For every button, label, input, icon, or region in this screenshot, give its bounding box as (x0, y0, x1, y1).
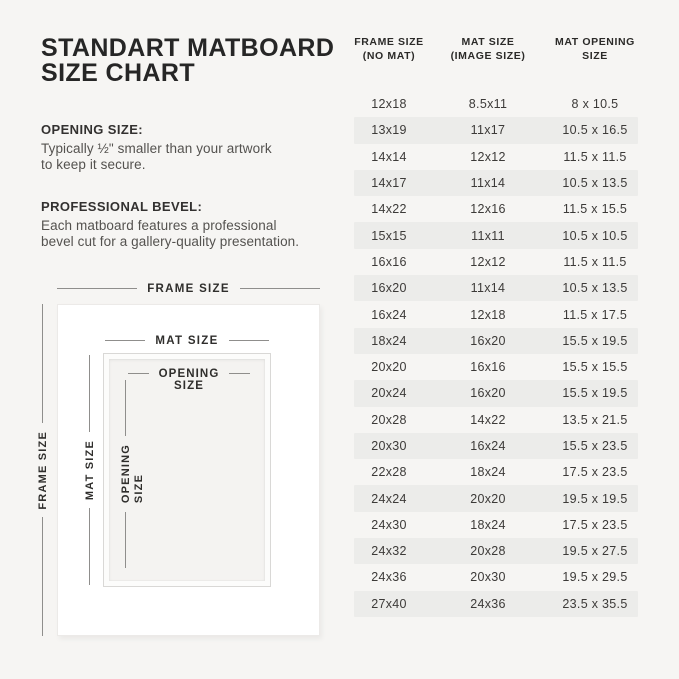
page-title-line2: SIZE CHART (41, 59, 195, 87)
dimension-line (42, 517, 43, 636)
opening-size-text-line1: Typically ½" smaller than your artwork (41, 141, 272, 156)
frame-size-cell: 15x15 (371, 228, 407, 243)
frame-size-cell: 24x36 (371, 570, 407, 585)
table-row (354, 301, 638, 327)
opening-size-label-word2: SIZE (174, 380, 204, 392)
mat-size-vertical-label: MAT SIZE (83, 439, 96, 501)
professional-bevel-text-line2: bevel cut for a gallery-quality presentation. (41, 234, 300, 249)
table-row (354, 591, 638, 617)
table-row (354, 170, 638, 196)
frame-size-dimension-horizontal (57, 282, 320, 295)
size-table-header (354, 35, 638, 63)
mat-opening-cell: 15.5 x 23.5 (562, 439, 628, 453)
size-table-body (354, 91, 638, 617)
table-row (354, 196, 638, 222)
mat-size-cell: 18x24 (470, 517, 506, 532)
frame-size-label: FRAME SIZE (147, 282, 230, 295)
mat-opening-cell: 11.5 x 17.5 (562, 307, 628, 322)
mat-size-cell: 12x12 (470, 149, 506, 164)
professional-bevel-section (41, 199, 341, 250)
dimension-line (229, 340, 269, 341)
page-title-line1: STANDART MATBOARD (41, 34, 335, 62)
mat-size-cell: 12x18 (470, 307, 506, 322)
mat-size-label: MAT SIZE (155, 334, 219, 347)
frame-size-cell: 24x32 (371, 544, 407, 559)
mat-size-cell: 8.5x11 (468, 97, 508, 112)
opening-size-vertical-label (120, 444, 145, 503)
table-row (354, 249, 638, 275)
mat-size-cell: 20x20 (470, 491, 506, 506)
mat-size-cell: 20x30 (470, 570, 506, 585)
dimension-line (42, 304, 43, 423)
header-frame-size-line1: FRAME SIZE (354, 36, 424, 48)
mat-size-cell: 11x11 (471, 228, 505, 243)
mat-opening-cell: 10.5 x 16.5 (562, 123, 628, 138)
page-title (41, 36, 334, 86)
table-row (354, 407, 638, 433)
mat-opening-cell: 19.5 x 19.5 (562, 491, 628, 506)
mat-opening-cell: 10.5 x 13.5 (562, 281, 628, 296)
frame-size-cell: 13x19 (371, 123, 407, 138)
mat-opening-cell: 11.5 x 11.5 (563, 149, 627, 164)
table-row (354, 328, 638, 354)
dimension-line (240, 288, 320, 289)
table-row (354, 117, 638, 143)
header-frame-size (354, 35, 424, 63)
mat-size-cell: 16x16 (470, 360, 506, 375)
mat-size-cell: 18x24 (470, 465, 506, 480)
mat-opening-cell: 15.5 x 19.5 (562, 333, 628, 348)
frame-size-cell: 14x22 (371, 202, 407, 217)
mat-opening-cell: 15.5 x 15.5 (562, 360, 628, 375)
table-row (354, 564, 638, 590)
mat-size-cell: 16x24 (470, 439, 506, 453)
frame-size-cell: 20x20 (371, 360, 407, 375)
mat-opening-cell: 11.5 x 15.5 (562, 202, 628, 217)
header-mat-opening-line2: SIZE (582, 50, 608, 62)
frame-size-cell: 18x24 (371, 333, 407, 348)
mat-opening-cell: 23.5 x 35.5 (562, 596, 628, 611)
frame-size-vertical-label: FRAME SIZE (36, 430, 49, 510)
table-row (354, 380, 638, 406)
opening-size-vertical-word1: OPENING (120, 444, 132, 504)
dimension-line (125, 512, 126, 568)
mat-opening-cell: 8 x 10.5 (571, 97, 619, 112)
mat-size-dimension-horizontal (105, 334, 269, 347)
frame-size-cell: 22x28 (371, 465, 407, 480)
mat-opening-cell: 11.5 x 11.5 (563, 254, 627, 269)
mat-size-cell: 11x17 (470, 123, 506, 138)
dimension-line (105, 340, 145, 341)
frame-size-cell: 14x17 (371, 176, 407, 191)
opening-size-heading: OPENING SIZE: (41, 122, 143, 137)
mat-opening-cell: 17.5 x 23.5 (562, 465, 628, 480)
header-mat-size-line2: (IMAGE SIZE) (450, 50, 526, 62)
header-mat-size (424, 35, 552, 63)
mat-opening-cell: 15.5 x 19.5 (562, 386, 628, 401)
dimension-line (128, 373, 149, 374)
dimension-line (89, 355, 90, 432)
mat-opening-cell: 13.5 x 21.5 (562, 412, 628, 427)
mat-size-cell: 20x28 (470, 544, 506, 559)
table-row (354, 459, 638, 485)
opening-size-section (41, 122, 341, 173)
table-row (354, 433, 638, 459)
dimension-line (57, 288, 137, 289)
mat-size-cell: 11x14 (470, 281, 506, 296)
frame-size-cell: 27x40 (371, 596, 407, 611)
frame-size-dimension-vertical (36, 304, 49, 636)
table-row (354, 512, 638, 538)
mat-opening-cell: 19.5 x 29.5 (562, 570, 628, 585)
mat-opening-cell: 19.5 x 27.5 (562, 544, 628, 559)
professional-bevel-heading: PROFESSIONAL BEVEL: (41, 199, 203, 214)
professional-bevel-text-line1: Each matboard features a professional (41, 218, 277, 233)
frame-size-cell: 16x16 (371, 254, 407, 269)
table-row (354, 222, 638, 248)
dimension-line (125, 380, 126, 436)
frame-size-cell: 20x30 (371, 439, 407, 453)
mat-size-cell: 12x16 (470, 202, 506, 217)
table-row (354, 144, 638, 170)
frame-size-cell: 14x14 (371, 149, 407, 164)
frame-size-cell: 16x24 (371, 307, 407, 322)
header-mat-opening-line1: MAT OPENING (555, 36, 635, 48)
dimension-line (229, 373, 250, 374)
header-mat-opening (552, 35, 638, 63)
mat-size-cell: 24x36 (470, 596, 506, 611)
frame-size-cell: 24x30 (371, 517, 407, 532)
mat-size-cell: 11x14 (470, 176, 506, 191)
opening-size-dimension-horizontal (128, 367, 250, 380)
mat-size-cell: 16x20 (470, 386, 506, 401)
frame-size-cell: 20x24 (371, 386, 407, 401)
table-row (354, 275, 638, 301)
frame-size-cell: 16x20 (371, 281, 407, 296)
opening-size-vertical-word2: SIZE (133, 474, 145, 504)
dimension-line (89, 508, 90, 585)
table-row (354, 538, 638, 564)
mat-opening-cell: 17.5 x 23.5 (562, 517, 628, 532)
mat-size-cell: 16x20 (470, 333, 506, 348)
frame-size-cell: 24x24 (371, 491, 407, 506)
header-frame-size-line2: (NO MAT) (362, 50, 416, 62)
opening-size-label-word1: OPENING (158, 367, 220, 380)
mat-opening-cell: 10.5 x 10.5 (562, 228, 628, 243)
table-row (354, 354, 638, 380)
table-row (354, 485, 638, 511)
opening-size-text-line2: to keep it secure. (41, 157, 146, 172)
frame-size-cell: 20x28 (371, 412, 407, 427)
header-mat-size-line1: MAT SIZE (461, 36, 515, 48)
mat-opening-cell: 10.5 x 13.5 (562, 176, 628, 191)
mat-size-dimension-vertical (83, 355, 96, 585)
table-row (354, 91, 638, 117)
frame-size-cell: 12x18 (371, 97, 407, 112)
mat-size-cell: 12x12 (470, 254, 506, 269)
opening-size-dimension-vertical (119, 380, 145, 568)
mat-size-cell: 14x22 (470, 412, 506, 427)
